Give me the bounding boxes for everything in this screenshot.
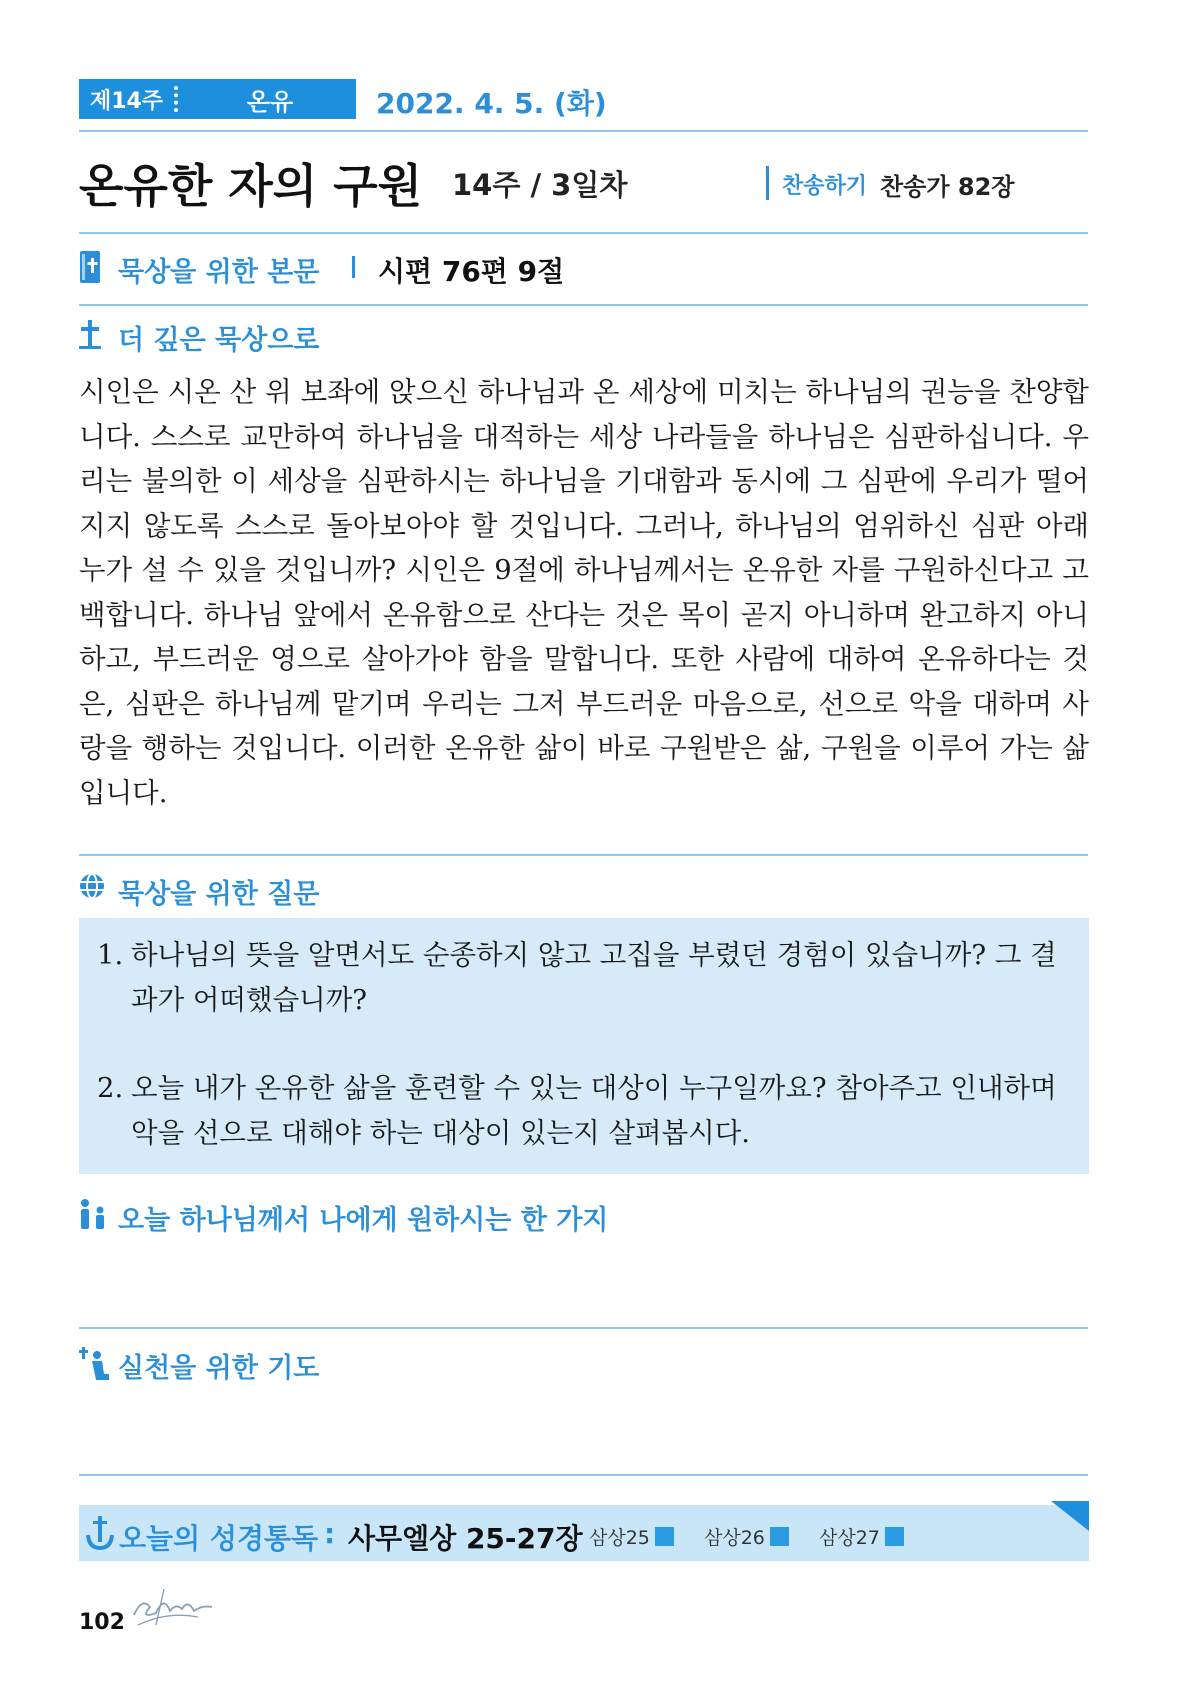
question-number: 2.	[97, 1072, 124, 1104]
question-item	[97, 933, 1057, 1022]
divider	[79, 130, 1088, 132]
meditation-body: 시인은 시온 산 위 보좌에 앉으신 하나님과 온 세상에 미치는 하나님의 권능을 찬양합니다. 스스로 교만하여 하나님을 대적하는 세상 나라들을 하나님은 심판하십니다. 우리는 불의한 이 세상을 심판하시는 하나님을 기대함과 동시에 그 심판에 우리가 떨어지지 않도록 스스로 돌아보아야 할 것입니다. 그러나, 하나님의 엄위하신 심판 아래 누가 설 수 있을 것입니까? 시인은 9절에 하나님께서는 온유한 자를 구원하신다고 고백합니다. 하나님 앞에서 온유함으로 산다는 것은 목이 곧지 아니하며 완고하지 아니하고, 부드러운 영으로 살아가야 함을 말합니다. 또한 사람에 대하여 온유하다는 것은, 심판은 하나님께 맡기며 우리는 그저 부드러운 마음으로, 선으로 악을 대하며 사랑을 행하는 것입니다. 이러한 온유한 삶이 바로 구원받은 삶, 구원을 이루어 가는 삶입니다.	[79, 376, 1089, 809]
bible-reading-label: 오늘의 성경통독	[119, 1522, 319, 1555]
divider	[79, 304, 1088, 306]
question-item	[97, 1066, 1057, 1155]
bible-icon	[79, 250, 101, 284]
reading-check-item[interactable]	[819, 1523, 904, 1550]
bible-reading-colon: :	[324, 1517, 336, 1550]
question-text: 하나님의 뜻을 알면서도 순종하지 않고 고집을 부렸던 경험이 있습니까? 그 결과가 어떠했습니까?	[131, 939, 1057, 1016]
divider	[79, 1474, 1088, 1476]
page-number: 102	[79, 1610, 125, 1635]
page-corner-fold	[1051, 1501, 1089, 1561]
section-title-one-thing: 오늘 하나님께서 나에게 원하시는 한 가지	[118, 1205, 609, 1236]
question-number: 1.	[97, 939, 124, 971]
question-text: 오늘 내가 온유한 삶을 훈련할 수 있는 대상이 누구일까요? 참아주고 인내하며 악을 선으로 대해야 하는 대상이 있는지 살펴봅시다.	[131, 1072, 1057, 1149]
reading-check-item[interactable]	[589, 1523, 674, 1550]
section-title-deeper: 더 깊은 묵상으로	[118, 325, 320, 356]
reading-check-label: 삼상27	[819, 1527, 880, 1549]
divider	[79, 1327, 1088, 1329]
signature-logo	[128, 1585, 218, 1630]
page-subtitle: 14주 / 3일차	[452, 168, 628, 202]
week-badge	[79, 79, 356, 119]
praying-people-icon	[78, 1198, 108, 1230]
checkbox[interactable]	[885, 1527, 904, 1546]
questions-box	[79, 918, 1089, 1174]
reference-separator	[352, 256, 355, 278]
reading-check-label: 삼상25	[589, 1527, 650, 1549]
cross-icon	[78, 318, 102, 350]
page-title: 온유한 자의 구원	[79, 159, 423, 213]
bible-reading-passage: 사무엘상 25-27장	[348, 1522, 583, 1555]
week-label: 제14주	[89, 88, 164, 114]
reading-check-item[interactable]	[704, 1523, 789, 1550]
divider	[79, 854, 1088, 856]
kneeling-prayer-icon	[78, 1346, 110, 1382]
hymn-value: 찬송가 82장	[880, 173, 1015, 201]
hymn-label: 찬송하기	[782, 174, 868, 199]
globe-icon	[78, 872, 106, 900]
section-title-questions: 묵상을 위한 질문	[118, 879, 320, 910]
checkbox[interactable]	[770, 1527, 789, 1546]
badge-separator	[174, 86, 184, 112]
scripture-reference: 시편 76편 9절	[378, 255, 565, 288]
section-title-meditation-text: 묵상을 위한 본문	[118, 257, 320, 288]
section-title-prayer: 실천을 위한 기도	[118, 1353, 320, 1384]
date: 2022. 4. 5. (화)	[376, 87, 607, 120]
anchor-cross-icon	[85, 1515, 115, 1551]
hymn-marker	[766, 166, 769, 200]
reading-check-label: 삼상26	[704, 1527, 765, 1549]
bible-reading-bar	[79, 1505, 1089, 1561]
checkbox[interactable]	[655, 1527, 674, 1546]
divider	[79, 232, 1088, 234]
week-theme: 온유	[246, 87, 294, 116]
